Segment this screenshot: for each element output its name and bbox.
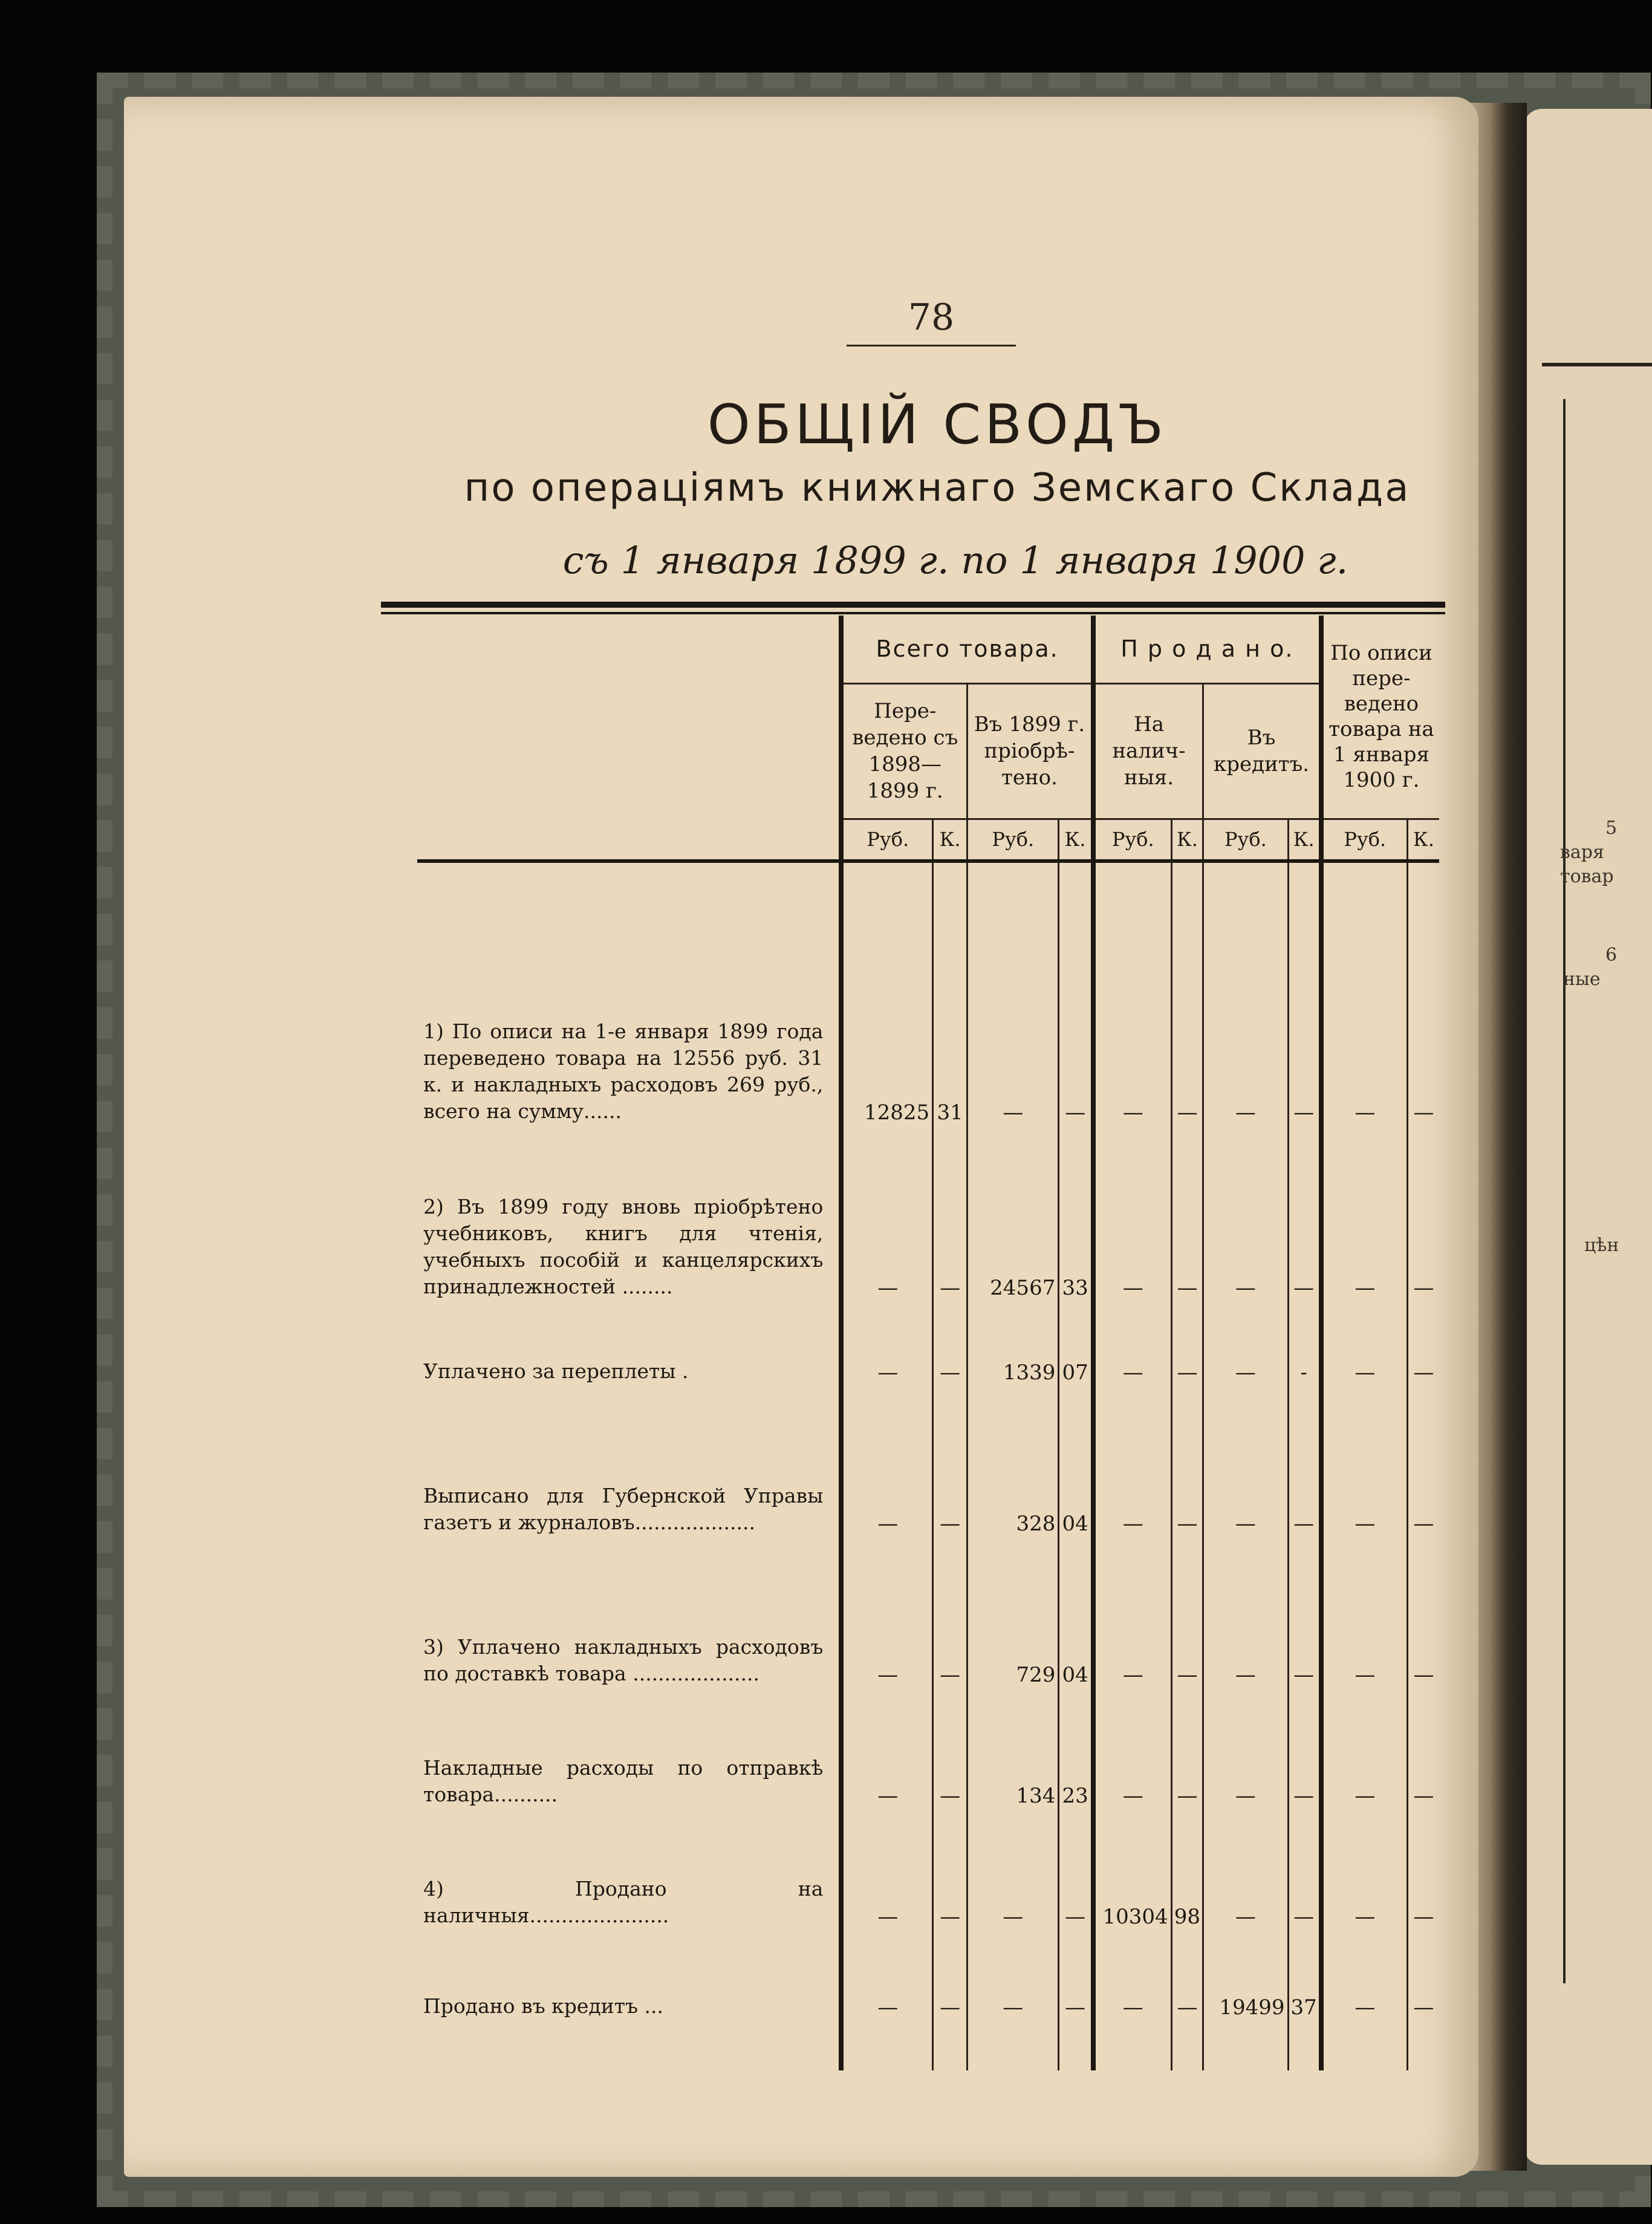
subheader-credit: Въ кредитъ.: [1203, 683, 1321, 819]
cell-inventory-kop: —: [1407, 1544, 1439, 1696]
subheader-cash: На налич- ныя.: [1093, 683, 1203, 819]
row-description: Накладные расходы по отправкѣ товара..........: [423, 1756, 824, 1806]
cell-acquired-kop: 23: [1059, 1696, 1093, 1816]
page-number: 78: [908, 296, 955, 339]
cell-credit-rub: —: [1203, 1544, 1288, 1696]
subheader-acquired: Въ 1899 г. пріобрѣ- тено.: [967, 683, 1093, 819]
page-number-rule: [847, 345, 1016, 346]
table-top-rule: [381, 602, 1445, 608]
table-top-rule-thin: [381, 612, 1445, 614]
cell-inventory-kop: —: [1407, 1309, 1439, 1393]
cell-inventory-rub: —: [1321, 1816, 1407, 1937]
cell-cash-rub: —: [1093, 1309, 1171, 1393]
facing-page-vline: [1563, 399, 1566, 1983]
table-row: [417, 1393, 1439, 1544]
cell-transferred-rub: —: [841, 1133, 932, 1309]
cell-inventory-rub: —: [1321, 1133, 1407, 1309]
cell-inventory-rub: —: [1321, 1309, 1407, 1393]
cell-cash-rub: —: [1093, 1393, 1171, 1544]
table-row: [417, 1696, 1439, 1816]
cell-acquired-rub: —: [967, 1937, 1059, 2028]
table-row: [417, 1309, 1439, 1393]
cell-inventory-rub: —: [1321, 1937, 1407, 2028]
unit-rub: Руб.: [1321, 819, 1407, 861]
row-description: Уплачено за переплеты .: [423, 1359, 689, 1383]
subheader-transferred: Пере- ведено съ 1898— 1899 г.: [841, 683, 967, 819]
page-subtitle: по операціямъ книжнаго Земскаго Склада: [464, 466, 1411, 510]
cell-inventory-kop: —: [1407, 861, 1439, 1133]
cell-cash-kop: —: [1171, 861, 1203, 1133]
cell-inventory-rub: —: [1321, 1393, 1407, 1544]
facing-fragment: 6: [1605, 945, 1618, 966]
group-header-inventory: По описи пере- ведено товара на 1 января 1900 г.: [1321, 616, 1439, 819]
unit-rub: Руб.: [1203, 819, 1288, 861]
cell-credit-rub: —: [1203, 1393, 1288, 1544]
table-row: [417, 861, 1439, 1133]
cell-transferred-kop: —: [933, 1309, 967, 1393]
cell-transferred-kop: —: [933, 1133, 967, 1309]
cell-transferred-rub: —: [841, 1696, 932, 1816]
facing-fragment: цѣн: [1584, 1235, 1619, 1256]
cell-cash-rub: —: [1093, 1544, 1171, 1696]
cell-credit-rub: 19499: [1203, 1937, 1288, 2028]
cell-credit-kop: -: [1288, 1309, 1321, 1393]
unit-kop: К.: [1288, 819, 1321, 861]
unit-kop: К.: [933, 819, 967, 861]
cell-transferred-rub: —: [841, 1393, 932, 1544]
cell-transferred-rub: —: [841, 1544, 932, 1696]
unit-kop: К.: [1171, 819, 1203, 861]
page-title: ОБЩІЙ СВОДЪ: [707, 393, 1168, 457]
cell-inventory-rub: —: [1321, 1544, 1407, 1696]
cell-acquired-kop: 04: [1059, 1544, 1093, 1696]
cell-transferred-kop: —: [933, 1393, 967, 1544]
cell-credit-kop: 37: [1288, 1937, 1321, 2028]
cell-cash-rub: —: [1093, 1937, 1171, 2028]
date-range: съ 1 января 1899 г. по 1 января 1900 г.: [562, 538, 1348, 582]
unit-rub: Руб.: [967, 819, 1059, 861]
cell-inventory-kop: —: [1407, 1937, 1439, 2028]
cell-credit-rub: —: [1203, 1696, 1288, 1816]
cell-cash-kop: —: [1171, 1393, 1203, 1544]
cell-cash-kop: —: [1171, 1133, 1203, 1309]
cell-acquired-rub: 328: [967, 1393, 1059, 1544]
cell-credit-rub: —: [1203, 1133, 1288, 1309]
row-description: Выписано для Губернской Управы газетъ и журналовъ...................: [423, 1484, 824, 1534]
cell-cash-rub: —: [1093, 1133, 1171, 1309]
cell-acquired-kop: —: [1059, 861, 1093, 1133]
cell-cash-kop: —: [1171, 1544, 1203, 1696]
cell-credit-kop: —: [1288, 1696, 1321, 1816]
cell-transferred-rub: 12825: [841, 861, 932, 1133]
cell-credit-kop: —: [1288, 1133, 1321, 1309]
unit-rub: Руб.: [841, 819, 932, 861]
facing-fragment: ные: [1563, 969, 1601, 990]
cell-inventory-kop: —: [1407, 1133, 1439, 1309]
cell-acquired-kop: —: [1059, 1816, 1093, 1937]
cell-cash-kop: —: [1171, 1696, 1203, 1816]
cell-transferred-kop: —: [933, 1696, 967, 1816]
cell-acquired-rub: 1339: [967, 1309, 1059, 1393]
cell-cash-kop: 98: [1171, 1816, 1203, 1937]
cell-cash-rub: —: [1093, 1696, 1171, 1816]
cell-transferred-kop: —: [933, 1937, 967, 2028]
facing-page: [1524, 109, 1652, 2165]
cell-acquired-kop: 07: [1059, 1309, 1093, 1393]
table-row: [417, 1937, 1439, 2028]
unit-kop: К.: [1407, 819, 1439, 861]
row-description: Продано въ кредитъ ...: [423, 1994, 663, 2018]
facing-page-rule: [1542, 363, 1652, 366]
cell-acquired-kop: —: [1059, 1937, 1093, 2028]
cell-transferred-kop: —: [933, 1544, 967, 1696]
cell-transferred-rub: —: [841, 1309, 932, 1393]
cell-inventory-kop: —: [1407, 1696, 1439, 1816]
facing-fragment: 5: [1605, 818, 1618, 839]
row-description: 1) По описи на 1-е января 1899 года переведено товара на 12556 руб. 31 к. и накладныхъ расходовъ 269 руб., всего на сумму......: [423, 1019, 824, 1123]
row-description: 2) Въ 1899 году вновь пріобрѣтено учебниковъ, книгъ для чтенія, учебныхъ пособій и канцелярскихъ принадлежностей ........: [423, 1195, 824, 1298]
facing-fragment: товар: [1560, 866, 1614, 887]
cell-transferred-rub: —: [841, 1937, 932, 2028]
group-header-all-goods: Всего товара.: [841, 616, 1093, 683]
cell-credit-rub: —: [1203, 1309, 1288, 1393]
cell-inventory-kop: —: [1407, 1816, 1439, 1937]
cell-credit-kop: —: [1288, 1544, 1321, 1696]
cell-credit-rub: —: [1203, 861, 1288, 1133]
cell-cash-rub: 10304: [1093, 1816, 1171, 1937]
unit-rub: Руб.: [1093, 819, 1171, 861]
description-header: [417, 616, 841, 861]
table-row: [417, 1133, 1439, 1309]
cell-inventory-rub: —: [1321, 1696, 1407, 1816]
cell-acquired-rub: 134: [967, 1696, 1059, 1816]
cell-acquired-kop: 04: [1059, 1393, 1093, 1544]
cell-cash-rub: —: [1093, 861, 1171, 1133]
cell-acquired-rub: —: [967, 1816, 1059, 1937]
cell-transferred-rub: —: [841, 1816, 932, 1937]
cell-inventory-kop: —: [1407, 1393, 1439, 1544]
cell-credit-kop: —: [1288, 861, 1321, 1133]
table-row: [417, 1816, 1439, 1937]
cell-credit-kop: —: [1288, 1816, 1321, 1937]
cell-transferred-kop: —: [933, 1816, 967, 1937]
row-description: 4) Продано на наличныя......................: [423, 1877, 824, 1927]
cell-cash-kop: —: [1171, 1937, 1203, 2028]
cell-cash-kop: —: [1171, 1309, 1203, 1393]
row-description: 3) Уплачено накладныхъ расходовъ по доставкѣ товара ....................: [423, 1635, 824, 1685]
facing-fragment: варя: [1560, 842, 1604, 863]
cell-transferred-kop: 31: [933, 861, 967, 1133]
cell-acquired-rub: 24567: [967, 1133, 1059, 1309]
cell-credit-rub: —: [1203, 1816, 1288, 1937]
cell-acquired-kop: 33: [1059, 1133, 1093, 1309]
table-row-filler: [417, 2028, 1439, 2070]
cell-inventory-rub: —: [1321, 861, 1407, 1133]
cell-acquired-rub: —: [967, 861, 1059, 1133]
cell-credit-kop: —: [1288, 1393, 1321, 1544]
table-row: [417, 1544, 1439, 1696]
group-header-sold: П р о д а н о.: [1093, 616, 1321, 683]
unit-kop: К.: [1059, 819, 1093, 861]
ledger-table: [417, 616, 1439, 2070]
cell-acquired-rub: 729: [967, 1544, 1059, 1696]
